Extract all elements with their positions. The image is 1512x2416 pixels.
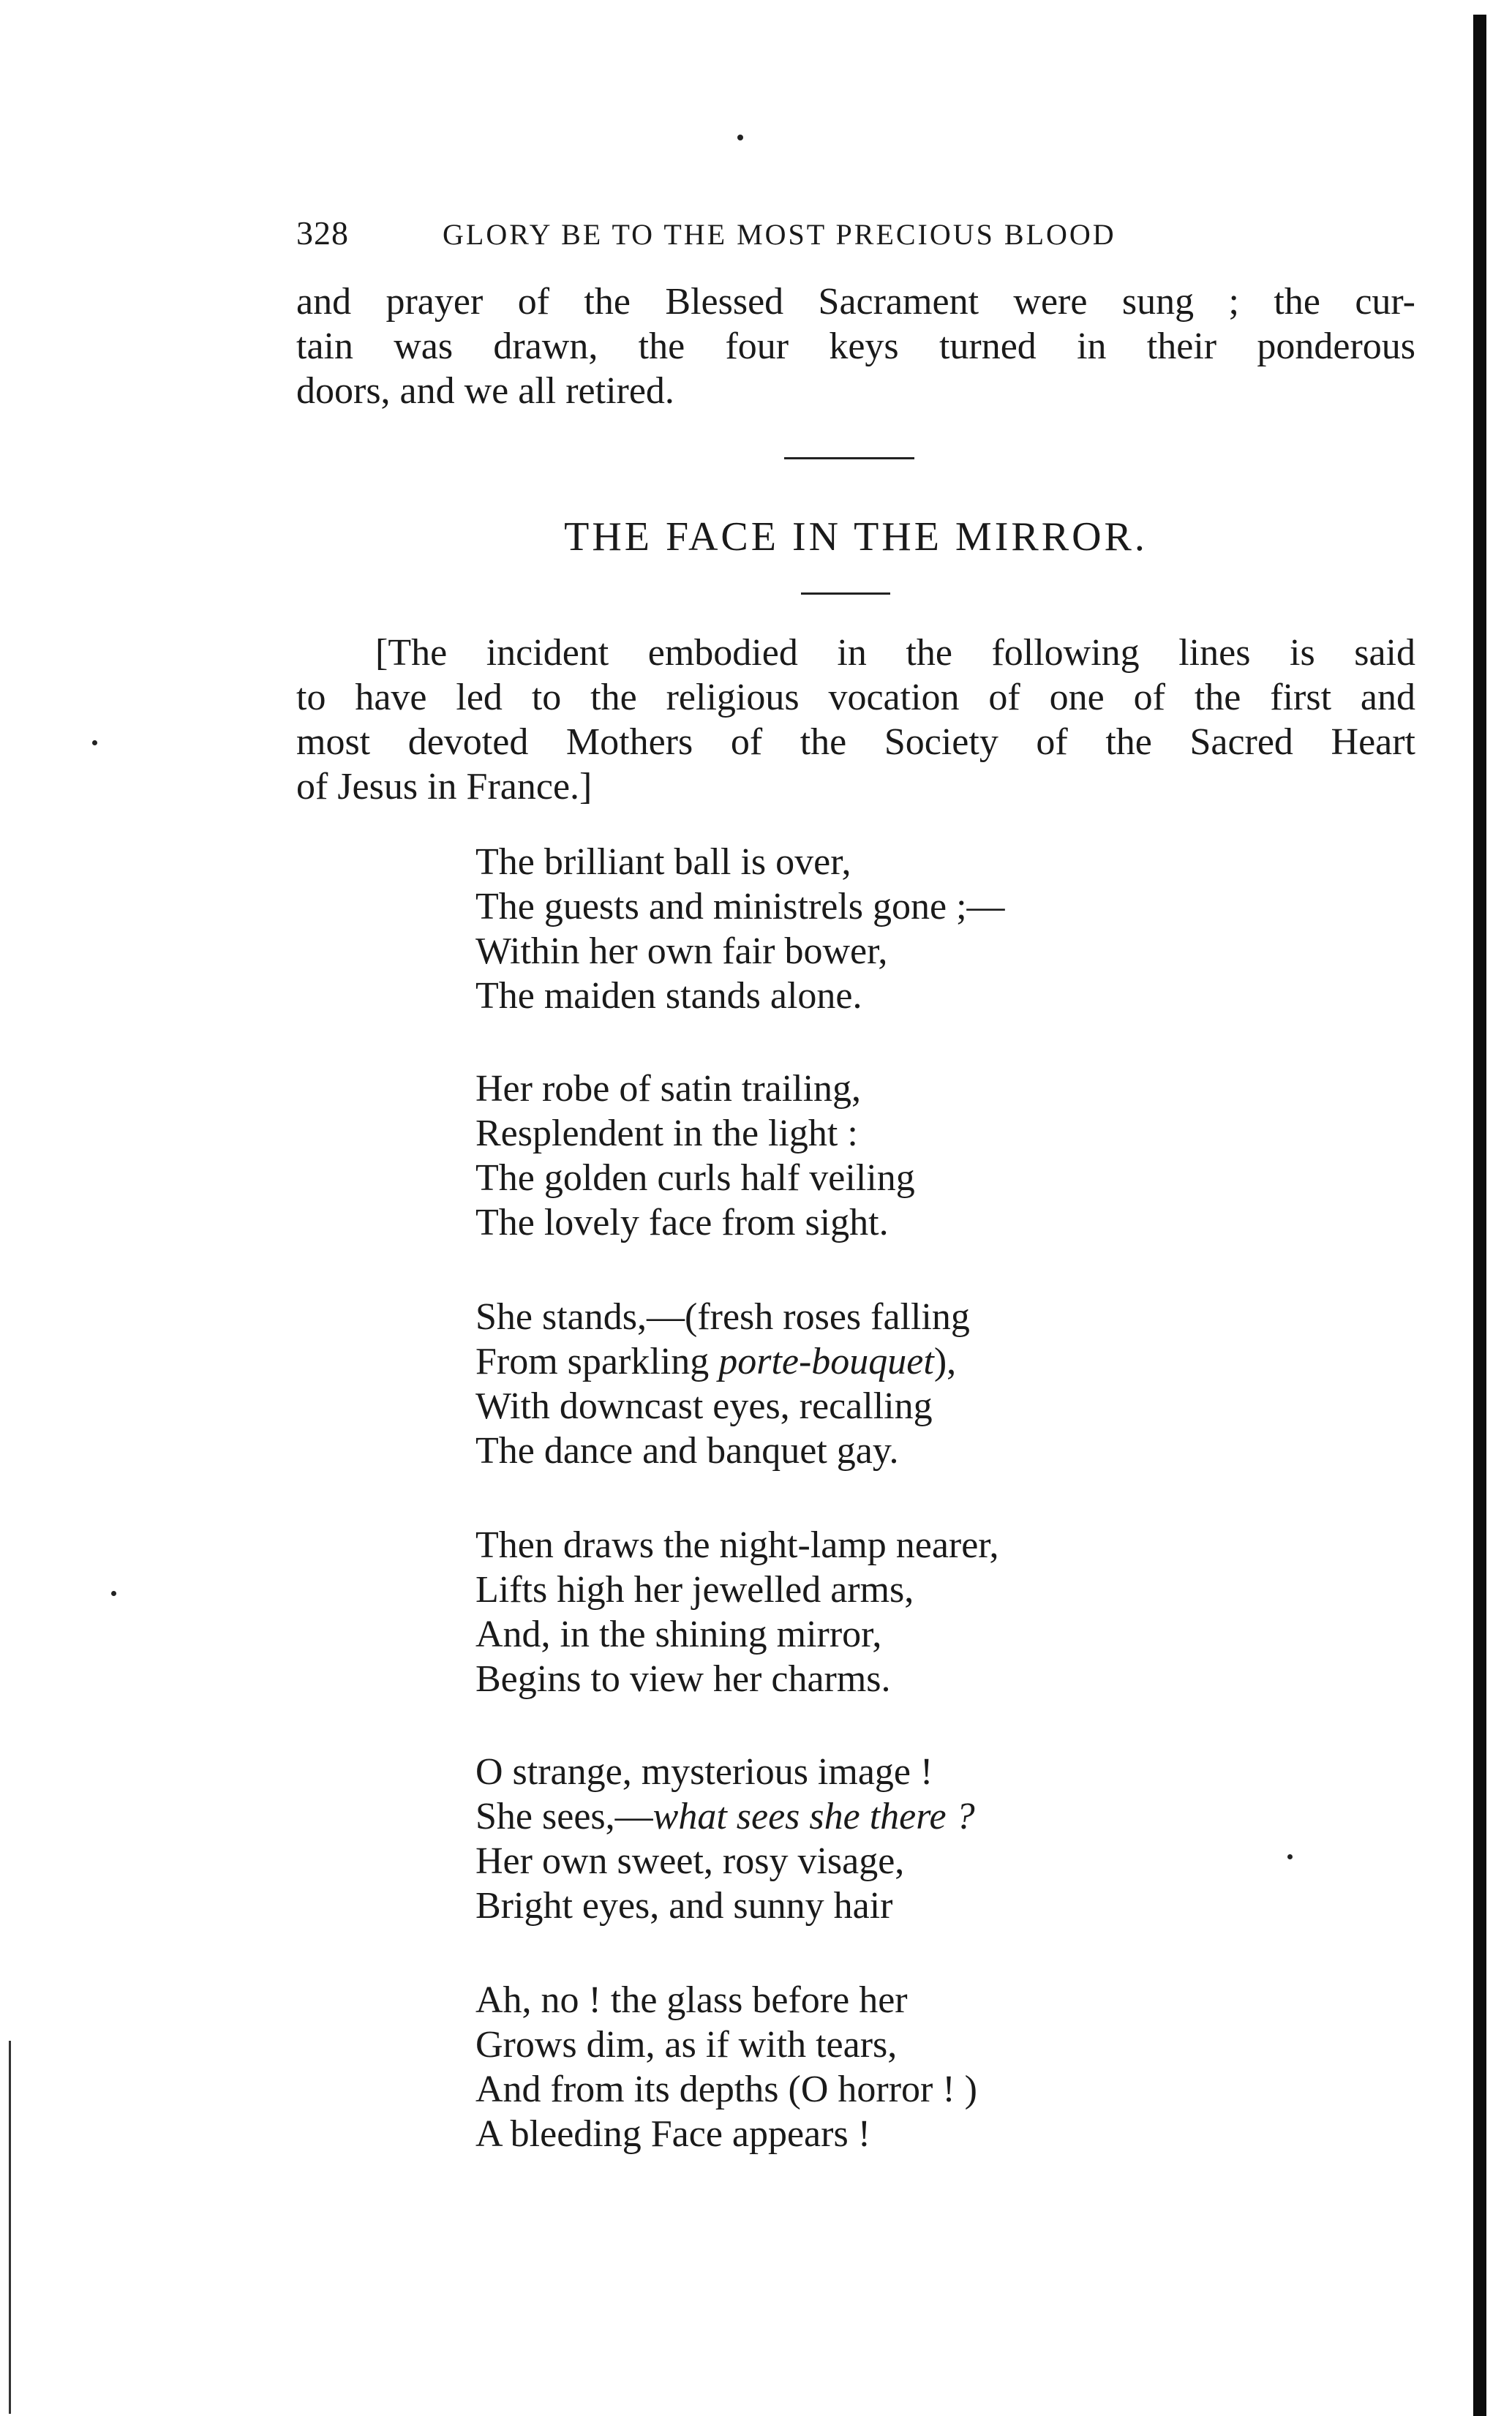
verse-line: Her own sweet, rosy visage, xyxy=(475,1840,905,1882)
verse-line xyxy=(475,1339,970,1384)
section-rule xyxy=(784,457,914,459)
verse-line xyxy=(475,1794,975,1839)
verse-line: She stands,—(fresh roses falling xyxy=(475,1296,970,1338)
verse-line: And, in the shining mirror, xyxy=(475,1614,882,1655)
ink-speck xyxy=(737,135,743,140)
ink-speck xyxy=(1287,1854,1293,1859)
verse-line: Her robe of satin trailing, xyxy=(475,1068,862,1110)
running-header xyxy=(296,214,1437,252)
running-title: GLORY BE TO THE MOST PRECIOUS BLOOD xyxy=(443,218,1116,251)
binding-edge-line xyxy=(9,2041,11,2414)
opening-paragraph xyxy=(296,279,1415,413)
verse-line-punctuation: ), xyxy=(933,1341,957,1382)
ink-speck xyxy=(92,740,97,745)
verse-line: The golden curls half veiling xyxy=(475,1157,915,1199)
verse-line: Lifts high her jewelled arms, xyxy=(475,1569,914,1611)
paragraph-line: to have led to the religious vocation of one of the first and xyxy=(296,677,1415,718)
verse-line-text: From sparkling xyxy=(475,1341,719,1382)
paragraph-line: tain was drawn, the four keys turned in their ponderous xyxy=(296,325,1415,367)
stanza-2 xyxy=(475,1066,915,1245)
paragraph-line: and prayer of the Blessed Sacrament were sung ; the cur- xyxy=(296,281,1415,323)
verse-line: Then draws the night-lamp nearer, xyxy=(475,1524,999,1566)
paragraph-line: [The incident embodied in the following lines is said xyxy=(375,632,1415,674)
stanza-4 xyxy=(475,1523,999,1701)
verse-line: Ah, no ! the glass before her xyxy=(475,1979,908,2021)
stanza-1 xyxy=(475,840,1005,1018)
verse-line: Grows dim, as if with tears, xyxy=(475,2024,898,2066)
verse-line: O strange, mysterious image ! xyxy=(475,1751,933,1793)
verse-line: And from its depths (O horror ! ) xyxy=(475,2069,977,2110)
verse-line: Bright eyes, and sunny hair xyxy=(475,1885,893,1927)
section-rule xyxy=(801,592,890,595)
paragraph-line: doors, and we all retired. xyxy=(296,370,674,412)
stanza-5 xyxy=(475,1750,975,1928)
italic-phrase: porte-bouquet xyxy=(718,1341,934,1382)
verse-line: Resplendent in the light : xyxy=(475,1113,858,1154)
poem-title: THE FACE IN THE MIRROR. xyxy=(564,514,1148,560)
verse-line: Within her own fair bower, xyxy=(475,930,888,972)
italic-phrase: what sees she there ? xyxy=(652,1796,975,1837)
stanza-6 xyxy=(475,1978,977,2156)
verse-line: The brilliant ball is over, xyxy=(475,841,851,883)
page-edge-shadow xyxy=(1473,15,1486,2416)
verse-line: The guests and ministrels gone ;— xyxy=(475,886,1005,927)
verse-line: A bleeding Face appears ! xyxy=(475,2113,871,2155)
paragraph-line: most devoted Mothers of the Society of the Sacred Heart xyxy=(296,721,1415,763)
introduction-paragraph xyxy=(296,631,1415,809)
verse-line-text: She sees,— xyxy=(475,1796,653,1837)
paragraph-line: of Jesus in France.] xyxy=(296,766,593,808)
verse-line: Begins to view her charms. xyxy=(475,1658,891,1700)
stanza-3 xyxy=(475,1295,970,1473)
ink-speck xyxy=(111,1591,116,1596)
verse-line: The maiden stands alone. xyxy=(475,975,862,1017)
page-number: 328 xyxy=(296,214,349,252)
verse-line: The dance and banquet gay. xyxy=(475,1430,899,1472)
verse-line: The lovely face from sight. xyxy=(475,1202,889,1243)
verse-line: With downcast eyes, recalling xyxy=(475,1385,933,1427)
